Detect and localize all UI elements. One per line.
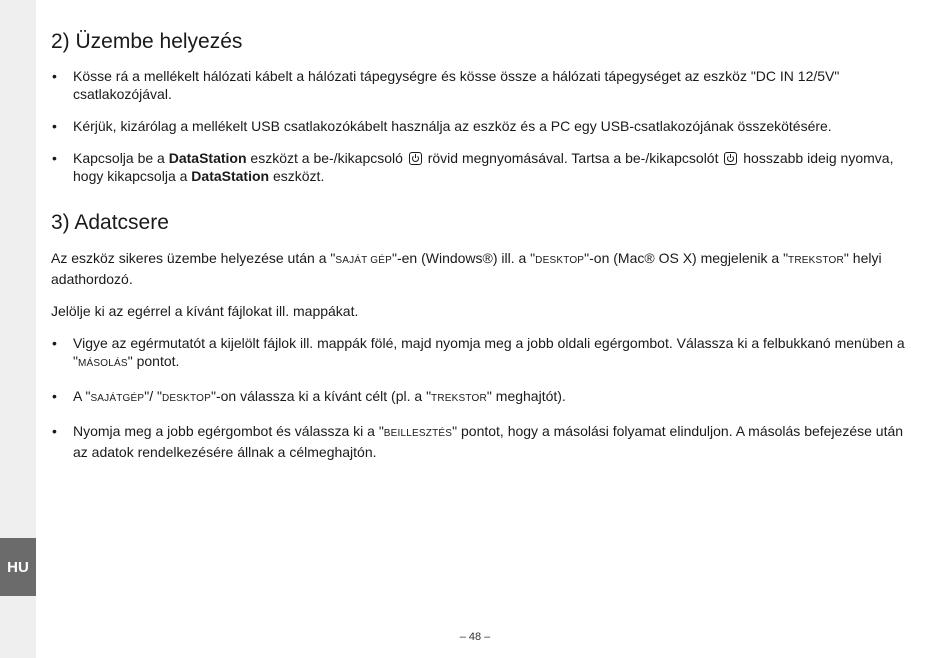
text-run: eszközt a be-/kikapcsoló [246,150,407,166]
text-run: Nyomja meg a jobb egérgombot és válassza ki a " [73,423,384,439]
power-button-icon [409,152,422,165]
paragraph-intro [51,249,921,288]
list-item [51,387,921,408]
text-run: " meghajtót). [486,388,566,404]
text-run: "-on (Mac® OS X) megjelenik a " [584,250,789,266]
text-run: " helyi adathordozó. [51,250,882,287]
text-run: Kapcsolja be a [73,150,169,166]
small-caps-term: SAJÁTGÉP [90,393,145,404]
list-item [51,67,921,103]
list-item-text: Kérjük, kizárólag a mellékelt USB csatlakozókábelt használja az eszköz és a PC egy USB-csatlakozójának összekötésére. [73,118,832,134]
text-run: A " [73,388,91,404]
text-run: Az eszköz sikeres üzembe helyezése után a " [51,250,336,266]
section-heading-data-exchange: 3) Adatcsere [51,211,169,234]
text-run: "-en (Windows®) ill. a " [391,250,536,266]
small-caps-term: BEILLESZTÉS [383,428,453,439]
small-caps-term: DESKTOP [535,255,585,266]
small-caps-term: TREKSTOR [788,255,844,266]
list-item-text: Kösse rá a mellékelt hálózati kábelt a hálózati tápegységre és kösse össze a hálózati tápegységet az eszköz "DC IN 12/5V" csatlakozójával. [73,68,840,102]
page-number: – 48 – [459,631,491,643]
text-run: " pontot, hogy a másolási folyamat elinduljon. A másolás befejezése után az adatok rendelkezésére állnak a célmeghajtón. [73,423,904,460]
list-item [51,334,921,373]
small-caps-term: SAJÁT GÉP [335,255,392,266]
setup-list [51,67,921,185]
paragraph-select: Jelölje ki az egérrel a kívánt fájlokat ill. mappákat. [51,303,359,319]
list-item [51,149,921,185]
data-exchange-list [51,334,921,461]
small-caps-term: MÁSOLÁS [77,358,128,369]
text-run: "/ " [144,388,162,404]
text-run: rövid megnyomásával. Tartsa a be-/kikapcsolót [423,150,723,166]
text-run: "-on válassza ki a kívánt célt (pl. a " [211,388,432,404]
small-caps-term: DESKTOP [162,393,212,404]
list-item [51,422,921,461]
text-run: eszközt. [269,168,325,184]
language-tab: HU [0,538,36,596]
text-run: hosszabb ideig nyomva, hogy kikapcsolja a [73,150,894,184]
page-content [51,30,921,475]
section-heading-setup: 2) Üzembe helyezés [51,30,243,53]
power-button-icon [724,152,737,165]
small-caps-term: TREKSTOR [431,393,487,404]
brand-name: DataStation [168,150,247,166]
text-run: Vigye az egérmutatót a kijelölt fájlok ill. mappák fölé, majd nyomja meg a jobb oldali egérgombot. Válassza ki a felbukkanó menüben a " [73,335,905,369]
list-item [51,117,921,135]
brand-name: DataStation [191,168,270,184]
text-run: " pontot. [127,353,180,369]
